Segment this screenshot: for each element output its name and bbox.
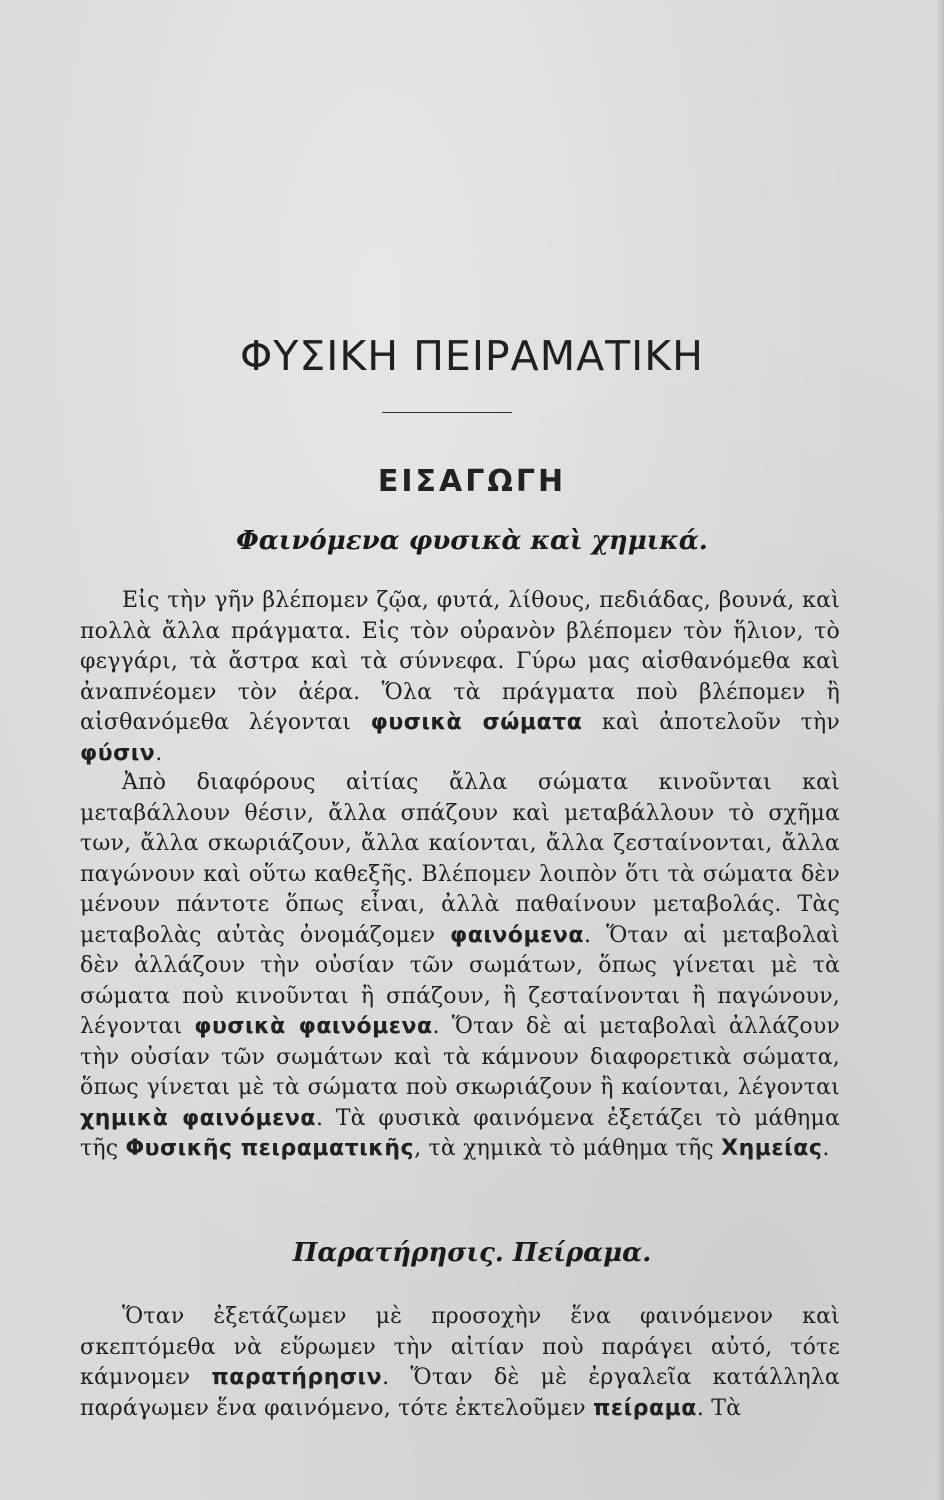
text-run: . Ὅταν δὲ μὲ ἐργαλεῖα κατάλληλα παράγωμεν ἕνα φαινόμενο, τότε ἐκτελοῦμεν <box>80 1365 840 1421</box>
title-divider <box>382 412 512 413</box>
text-run: καὶ ἀποτελοῦν τὴν <box>582 710 841 735</box>
section-heading-phenomena: Φαινόμενα φυσικὰ καὶ χημικά. <box>236 526 708 556</box>
text-run: , τὰ χημικὰ τὸ μάθημα τῆς <box>414 1136 722 1161</box>
text-run: . Τὰ <box>696 1395 742 1421</box>
text-run: . <box>822 1136 830 1161</box>
text-run: . <box>155 740 163 766</box>
bold-term: χημικὰ φαινόμενα <box>80 1105 316 1131</box>
bold-term: φύσιν <box>80 740 156 766</box>
bold-term: Χημείας <box>721 1136 823 1161</box>
text-run: Ὅταν ἐξετάζωμεν μὲ προσοχὴν ἕνα φαινόμενον καὶ σκεπτόμεθα νὰ εὕρωμεν τὴν αἰτίαν ποὺ παράγει αὐτό, τότε κάμνομεν <box>80 1304 840 1390</box>
chapter-subtitle: ΕΙΣΑΓΩΓΗ <box>377 464 567 499</box>
bold-term: φυσικὰ σώματα <box>370 710 583 735</box>
bold-term: φαινόμενα <box>450 922 585 948</box>
text-run: Εἰς τὴν γῆν βλέπομεν ζῷα, φυτά, λίθους, πεδιάδας, βουνά, καὶ πολλὰ ἄλλα πράγματα. Εἰς τὸν οὐρανὸν βλέπομεν τὸν ἥλιον, τὸ φεγγάρι, τὰ ἄστρα καὶ τὰ σύννεφα. Γύρω μας αἰσθανόμεθα καὶ ἀναπνέομεν τὸν ἀέρα. Ὅλα τὰ πράγματα ποὺ βλέπομεν ἢ αἰσθανόμεθα λέγονται <box>80 588 840 735</box>
bold-term: πείραμα <box>593 1395 697 1421</box>
bold-term: φυσικὰ φαινόμενα <box>194 1014 433 1039</box>
bold-term: Φυσικῆς πειραματικῆς <box>125 1136 415 1161</box>
paragraph-phenomena <box>80 768 840 1165</box>
text-run: Ἀπὸ διαφόρους αἰτίας ἄλλα σώματα κινοῦνται καὶ μεταβάλλουν θέσιν, ἄλλα σπάζουν καὶ μεταβάλλουν τὸ σχῆμα των, ἄλλα σκωριάζουν, ἄλλα καίονται, ἄλλα ζεσταίνονται, ἄλλα παγώνουν καὶ οὕτω καθεξῆς. Βλέπομεν λοιπὸν ὅτι τὰ σώματα δὲν μένουν πάντοτε ὅπως εἶναι, ἀλλὰ παθαίνουν μεταβολάς. Τὰς μεταβολὰς αὐτὰς ὀνομάζομεν <box>80 770 840 948</box>
text-run: . Τὰ φυσικὰ φαινόμενα ἐξετάζει τὸ μάθημα τῆς <box>80 1105 840 1161</box>
section-heading-observation: Παρατήρησις. Πείραμα. <box>292 1238 652 1268</box>
text-run: . Ὅταν αἱ μεταβολαὶ δὲν ἀλλάζουν τὴν οὐσίαν τῶν σωμάτων, ὅπως γίνεται μὲ τὰ σώματα ποὺ κινοῦνται ἢ σπάζουν, ἢ ζεσταίνονται ἢ παγώνουν, λέγονται <box>80 922 840 1039</box>
paragraph-natural-bodies <box>80 586 840 769</box>
bold-term: παρατήρησιν <box>211 1365 383 1390</box>
page-title: ΦΥΣΙΚΗ ΠΕΙΡΑΜΑΤΙΚΗ <box>240 332 704 380</box>
page-edge-shadow <box>936 0 944 1500</box>
paragraph-observation <box>80 1302 840 1424</box>
text-run: . Ὅταν δὲ αἱ μεταβολαὶ ἀλλάζουν τὴν οὐσίαν τῶν σωμάτων καὶ τὰ κάμνουν διαφορετικὰ σώματα, ὅπως γίνεται μὲ τὰ σώματα ποὺ σκωριάζουν ἢ καίονται, λέγονται <box>80 1014 840 1100</box>
